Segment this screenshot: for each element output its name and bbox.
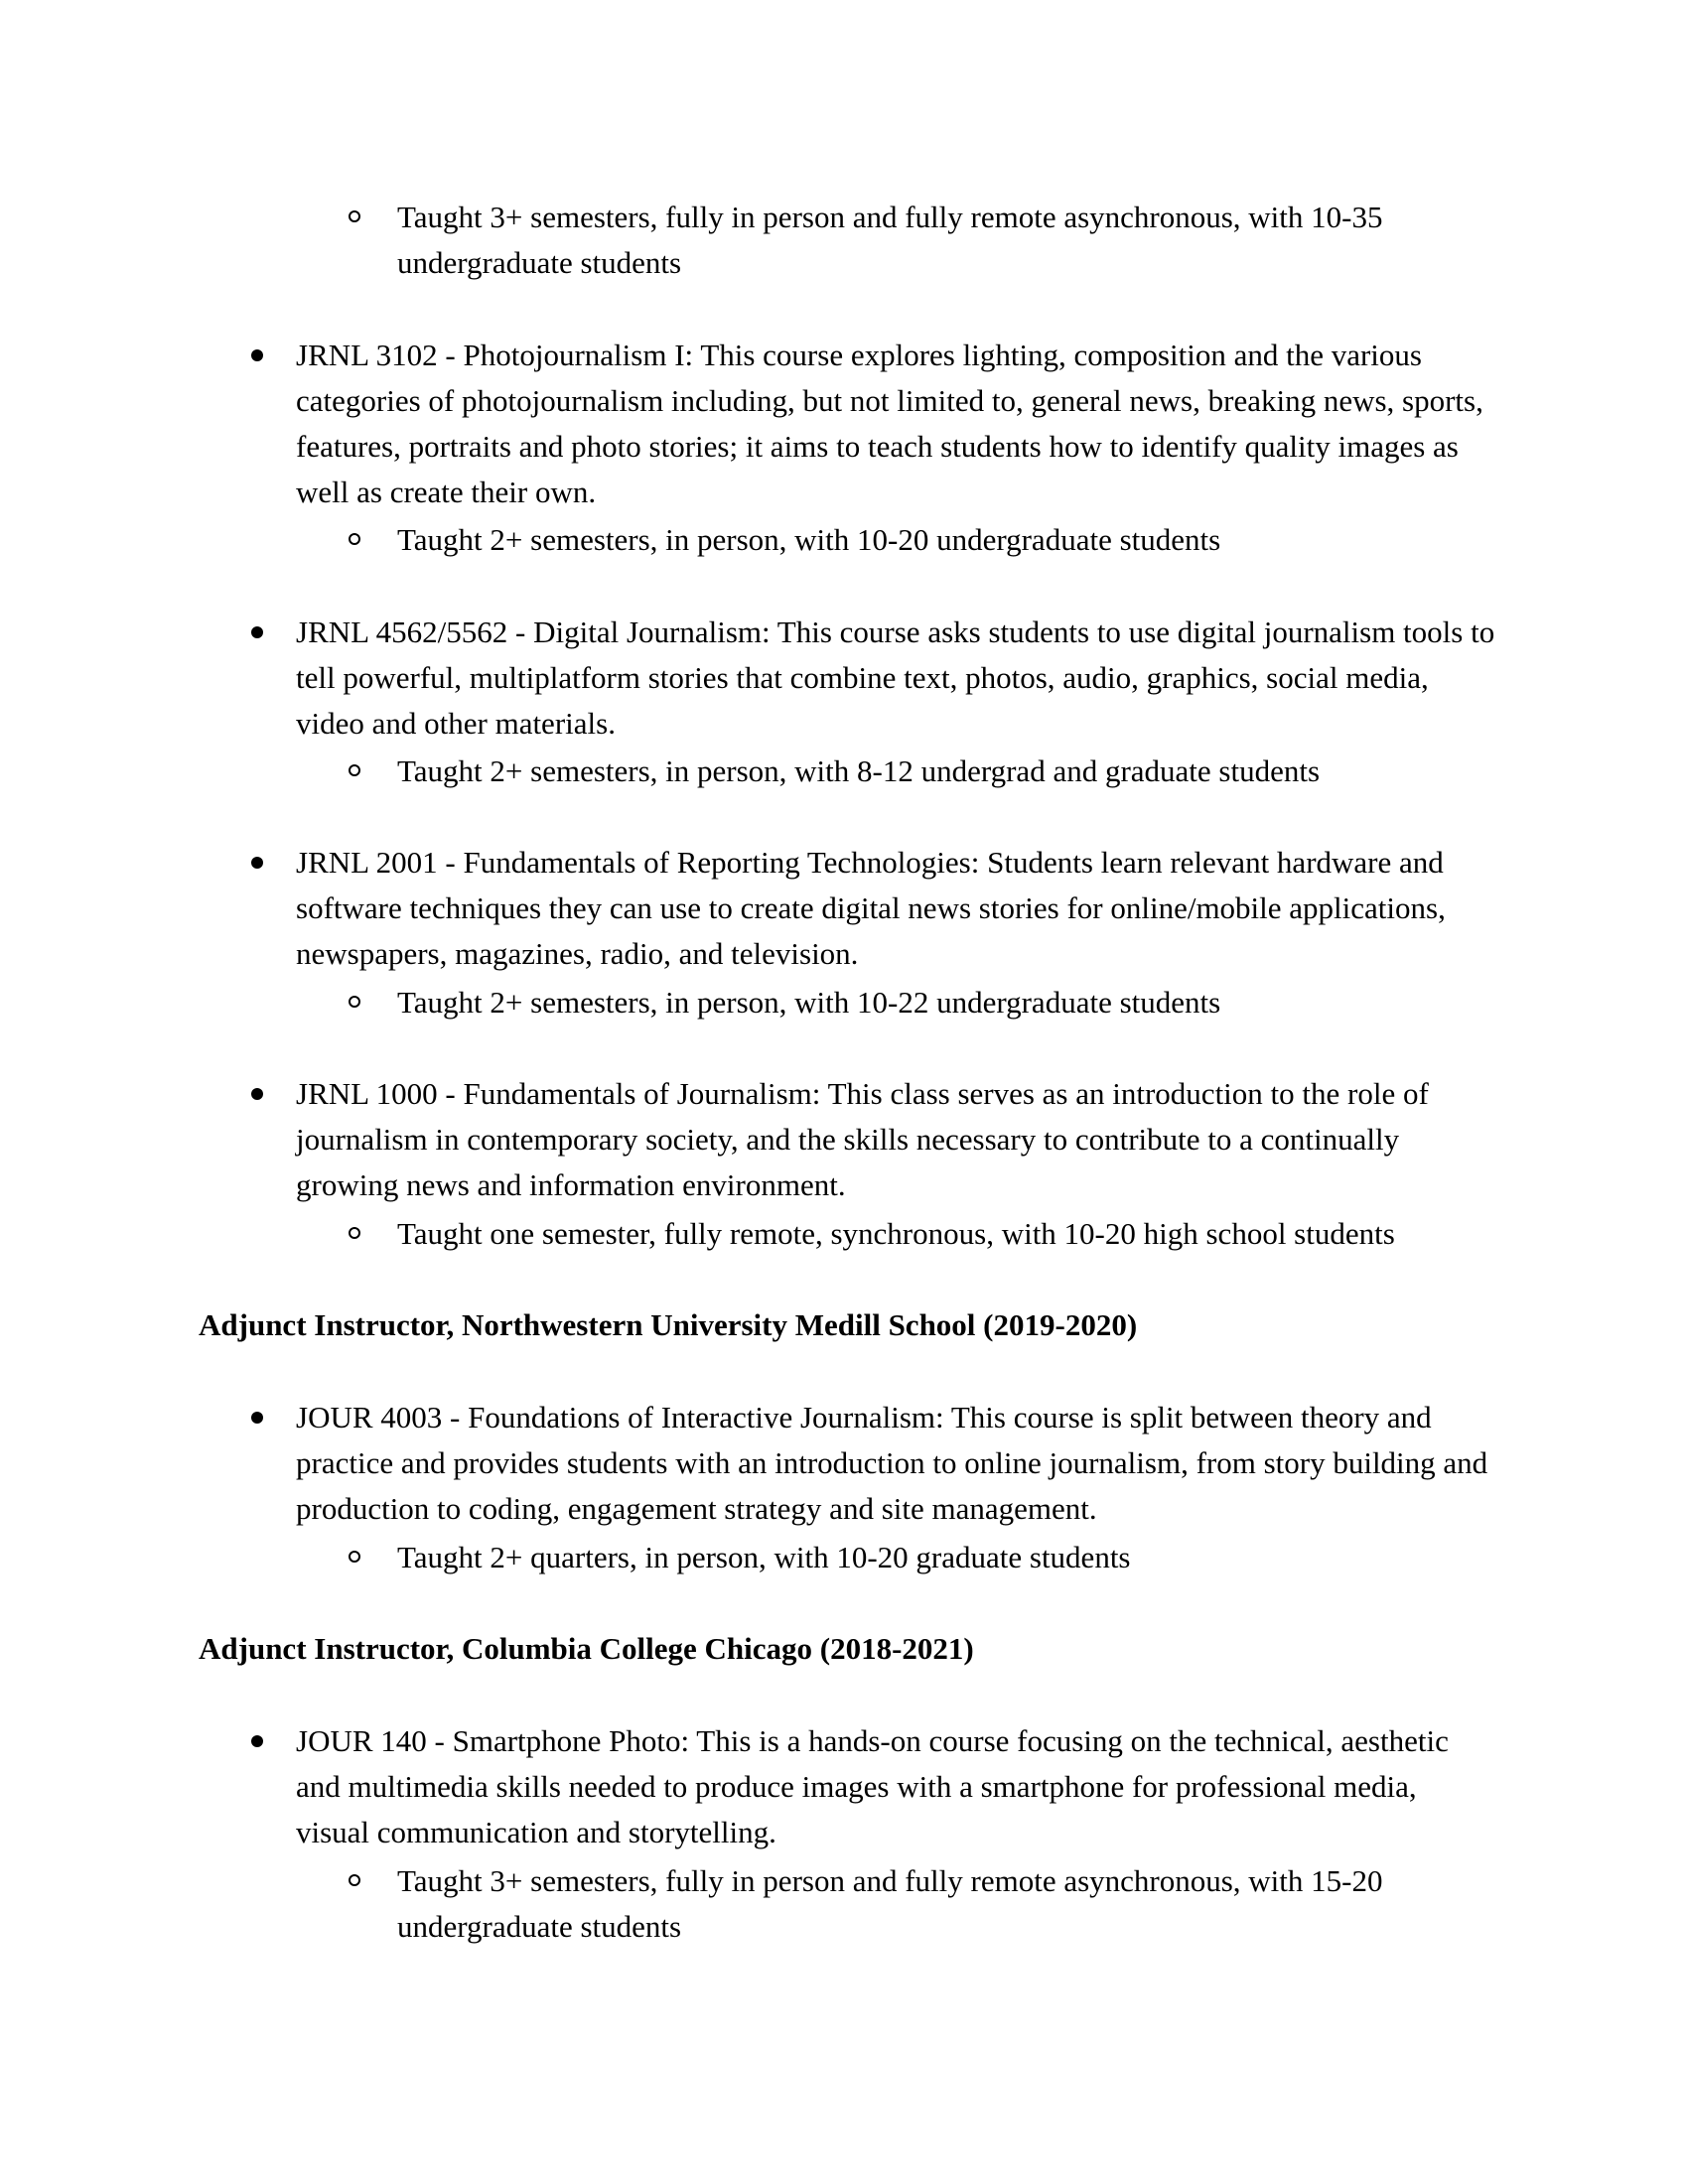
sub-bullet-icon [349,1551,360,1563]
sub-list-item: Taught 3+ semesters, fully in person and fully remote asynchronous, with 10-35 undergraduate students [397,200,1383,280]
sub-bullet-icon [349,1227,360,1239]
sub-list-item: Taught 3+ semesters, fully in person and fully remote asynchronous, with 15-20 undergraduate students [397,1863,1383,1944]
bullet-icon [251,349,263,361]
course-item: JRNL 3102 - Photojournalism I: This course explores lighting, composition and the various categories of photojournalism including, but not limited to, general news, breaking news, sports, features, portraits and photo stories; it aims to teach students how to identify quality images as well as create their own. [296,338,1483,509]
sub-bullet-icon [349,764,360,776]
sub-list-item: Taught 2+ semesters, in person, with 10-20 undergraduate students [397,522,1221,557]
bullet-icon [251,1088,263,1100]
section-heading: Adjunct Instructor, Columbia College Chicago (2018-2021) [199,1631,974,1666]
bullet-icon [251,1735,263,1747]
bullet-icon [251,857,263,869]
course-item: JOUR 140 - Smartphone Photo: This is a hands-on course focusing on the technical, aesthetic and multimedia skills needed to produce images with a smartphone for professional media, visual communication and storytelling. [296,1723,1449,1849]
bullet-icon [251,1412,263,1424]
sub-bullet-icon [349,533,360,545]
course-item: JRNL 1000 - Fundamentals of Journalism: This class serves as an introduction to the role of journalism in contemporary society, and the skills necessary to contribute to a continually growing news and information environment. [296,1076,1429,1202]
sub-list-item: Taught one semester, fully remote, synchronous, with 10-20 high school students [397,1216,1395,1251]
bullet-icon [251,626,263,638]
section-heading: Adjunct Instructor, Northwestern University Medill School (2019-2020) [199,1307,1138,1342]
sub-bullet-icon [349,996,360,1008]
sub-bullet-icon [349,1874,360,1886]
sub-list-item: Taught 2+ semesters, in person, with 10-22 undergraduate students [397,985,1221,1020]
sub-list-item: Taught 2+ semesters, in person, with 8-12 undergrad and graduate students [397,753,1321,788]
course-item: JRNL 4562/5562 - Digital Journalism: This course asks students to use digital journalism tools to tell powerful, multiplatform stories that combine text, photos, audio, graphics, social media, video and other materials. [296,614,1495,741]
sub-bullet-icon [349,210,360,222]
course-item: JRNL 2001 - Fundamentals of Reporting Technologies: Students learn relevant hardware and software techniques they can use to create digital news stories for online/mobile applications, newspapers, magazines, radio, and television. [296,845,1446,971]
course-item: JOUR 4003 - Foundations of Interactive Journalism: This course is split between theory and practice and provides students with an introduction to online journalism, from story building and production to coding, engagement strategy and site management. [296,1400,1488,1526]
sub-list-item: Taught 2+ quarters, in person, with 10-20 graduate students [397,1540,1131,1574]
